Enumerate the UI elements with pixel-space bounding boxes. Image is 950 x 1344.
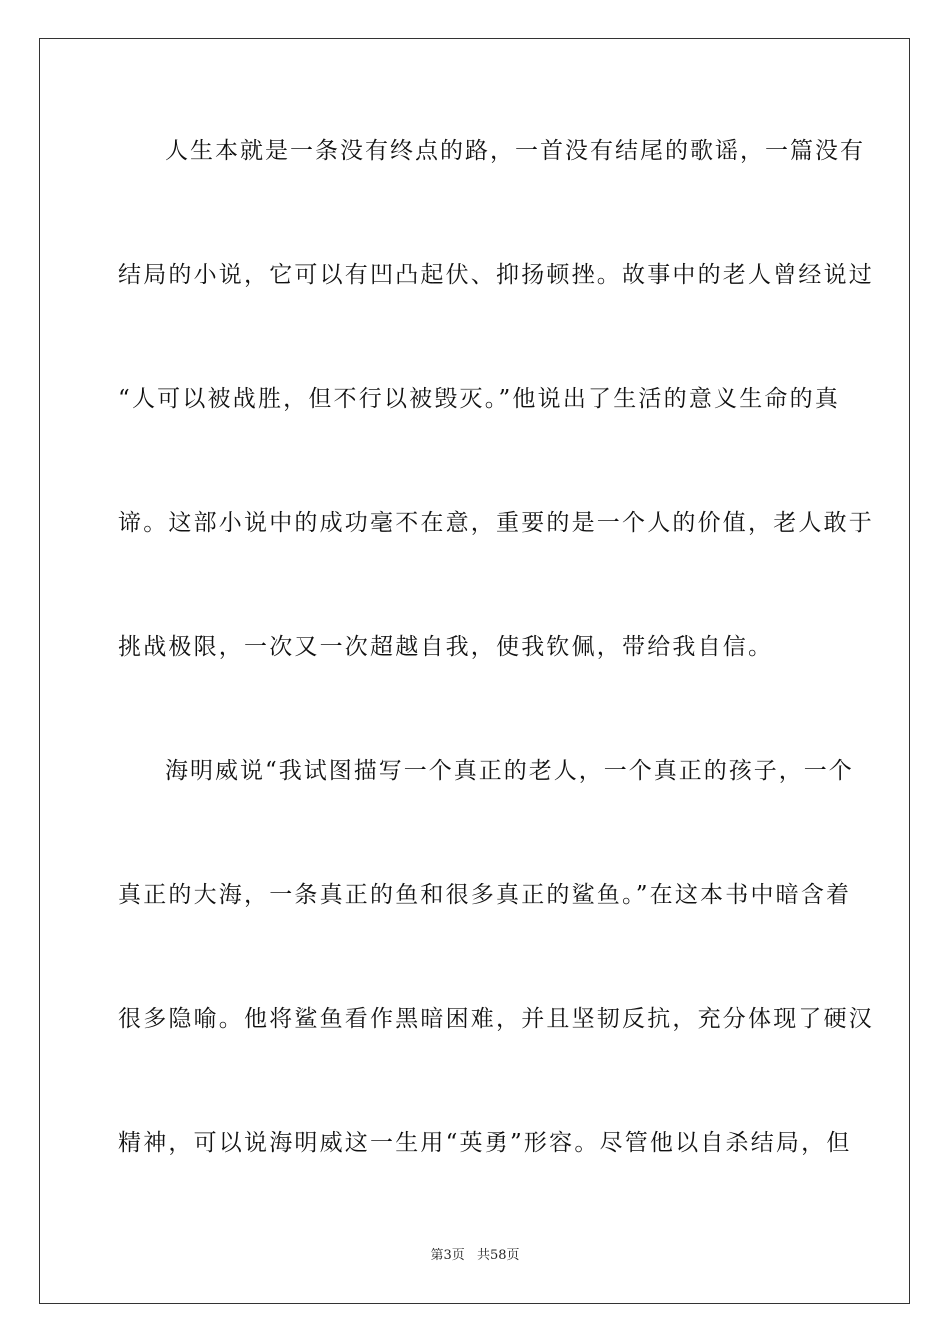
paragraph-1-line-5: 挑战极限，一次又一次超越自我，使我钦佩，带给我自信。 [118, 634, 774, 660]
page-footer [0, 1244, 950, 1263]
paragraph-1-line-2: 结局的小说，它可以有凹凸起伏、抑扬顿挫。故事中的老人曾经说过 [118, 262, 874, 288]
page-total: 共58页 [476, 1248, 520, 1263]
paragraph-2-line-2: 真正的大海，一条真正的鱼和很多真正的鲨鱼。”在这本书中暗含着 [118, 882, 852, 908]
paragraph-2-line-4: 精神，可以说海明威这一生用“英勇”形容。尽管他以自杀结局，但 [118, 1130, 852, 1156]
document-body [118, 128, 874, 1244]
paragraph-2-line-3: 很多隐喻。他将鲨鱼看作黑暗困难，并且坚韧反抗，充分体现了硬汉 [118, 1006, 874, 1032]
paragraph-2-line-1: 海明威说“我试图描写一个真正的老人，一个真正的孩子，一个 [165, 758, 854, 784]
paragraph-1-line-1: 人生本就是一条没有终点的路，一首没有结尾的歌谣，一篇没有 [165, 138, 865, 164]
page-number: 第3页 [430, 1248, 465, 1263]
paragraph-1-line-4: 谛。这部小说中的成功毫不在意，重要的是一个人的价值，老人敢于 [118, 510, 874, 536]
paragraph-1-line-3: “人可以被战胜，但不行以被毁灭。”他说出了生活的意义生命的真 [118, 386, 841, 412]
